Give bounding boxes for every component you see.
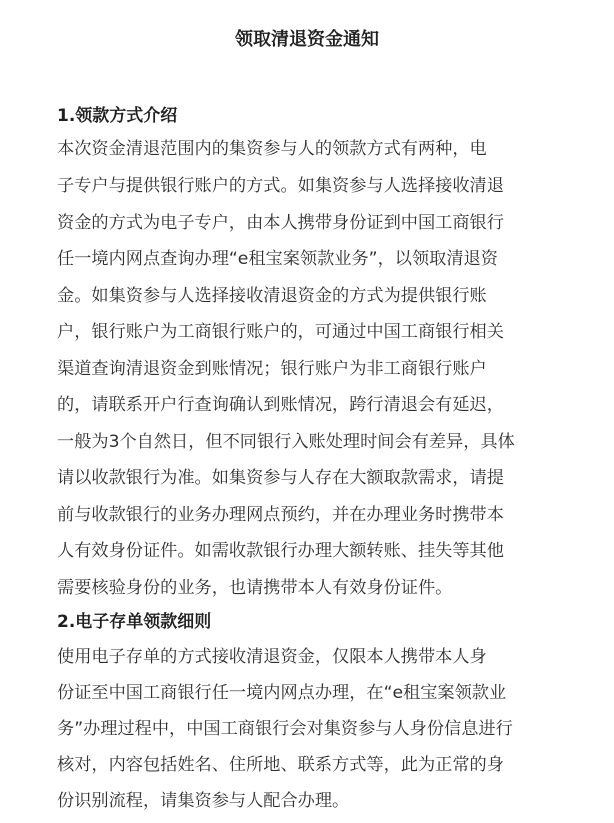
section-2-line-4: 核对，内容包括姓名、住所地、联系方式等，此为正常的身	[57, 755, 504, 775]
section-2-line-2: 份证至中国工商银行任一境内网点办理，在“e租宝案领款业	[57, 683, 507, 703]
section-1-line-6: 户，银行账户为工商银行账户的，可通过中国工商银行相关	[57, 322, 504, 342]
section-heading-1: 1.领款方式介绍	[57, 106, 178, 126]
document-title: 领取清退资金通知	[235, 29, 379, 50]
section-1-line-1: 本次资金清退范围内的集资参与人的领款方式有两种，电	[57, 139, 487, 159]
section-2-line-5: 份识别流程，请集资参与人配合办理。	[57, 791, 350, 811]
section-1-line-11: 前与收款银行的业务办理网点预约，并在办理业务时携带本	[57, 505, 504, 525]
section-1-line-13: 需要核验身份的业务，也请携带本人有效身份证件。	[57, 578, 453, 598]
section-1-line-4: 任一境内网点查询办理“e租宝案领款业务”，以领取清退资	[57, 249, 498, 269]
section-2-line-1: 使用电子存单的方式接收清退资金，仅限本人携带本人身	[57, 647, 487, 667]
section-1-line-8: 的，请联系开户行查询确认到账情况，跨行清退会有延迟，	[57, 395, 504, 415]
section-1-line-9: 一般为3个自然日，但不同银行入账处理时间会有差异，具体	[57, 432, 515, 452]
section-2-line-3: 务”办理过程中，中国工商银行会对集资参与人身份信息进行	[57, 719, 513, 739]
section-1-line-10: 请以收款银行为准。如集资参与人存在大额取款需求，请提	[57, 468, 504, 488]
section-1-line-5: 金。如集资参与人选择接收清退资金的方式为提供银行账	[57, 286, 487, 306]
section-1-line-2: 子专户与提供银行账户的方式。如集资参与人选择接收清退	[57, 176, 504, 196]
section-1-line-12: 人有效身份证件。如需收款银行办理大额转账、挂失等其他	[57, 541, 504, 561]
section-1-line-3: 资金的方式为电子专户，由本人携带身份证到中国工商银行	[57, 213, 504, 233]
section-heading-2: 2.电子存单领款细则	[57, 612, 212, 632]
section-1-line-7: 渠道查询清退资金到账情况；银行账户为非工商银行账户	[57, 359, 487, 379]
